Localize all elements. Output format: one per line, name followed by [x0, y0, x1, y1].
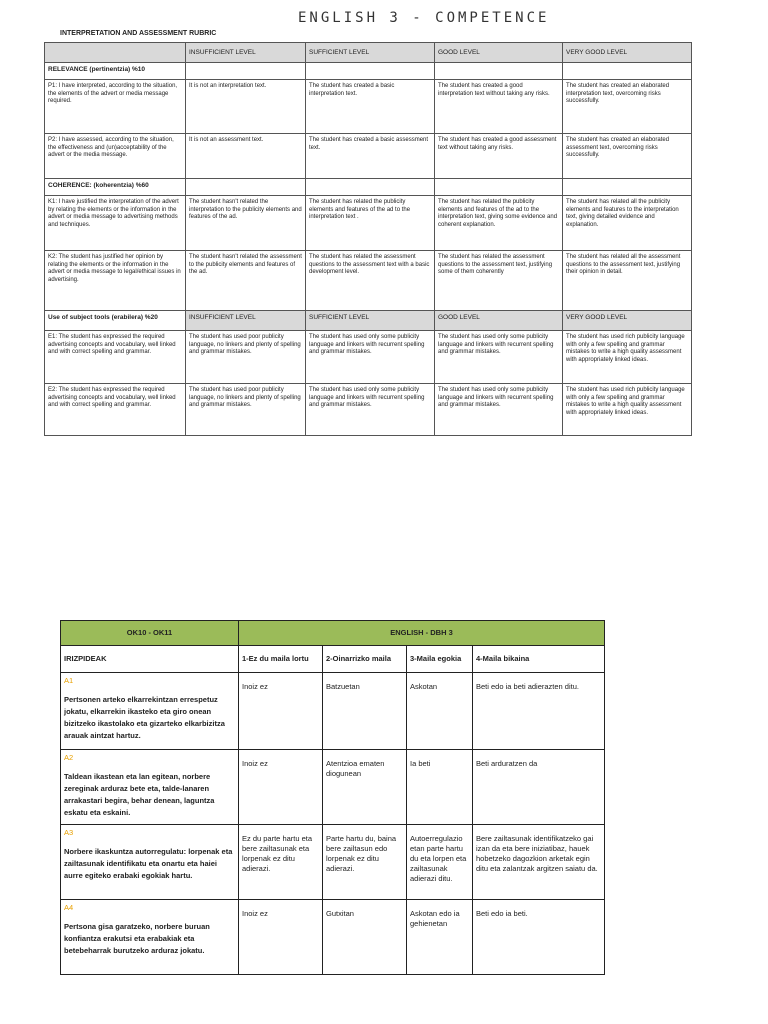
criterion-p2: P2: I have assessed, according to the situation, the effectiveness and (un)acceptability of the advert or the media message.: [45, 134, 186, 179]
cell-a1-2: Batzuetan: [323, 673, 407, 750]
criterion-p1: P1: I have interpreted, according to the situation, the elements of the advert or media message required.: [45, 80, 186, 134]
tools-level-very-good: VERY GOOD LEVEL: [563, 311, 692, 331]
cell-a4-1: Inoiz ez: [239, 900, 323, 975]
criterion-code: A2: [64, 753, 74, 762]
table-row: [45, 384, 692, 436]
cell-a2-4: Beti arduratzen da: [473, 750, 605, 825]
section-relevance-row: [45, 63, 692, 80]
section-coherence-row: [45, 179, 692, 196]
cell-p1-very-good: The student has created an elaborated interpretation text, overcoming risks successfully.: [563, 80, 692, 134]
table-row: [45, 196, 692, 251]
level-good: GOOD LEVEL: [435, 43, 563, 63]
cell-e2-insufficient: The student has used poor publicity language, no linkers and plenty of spelling and grammar mistakes.: [186, 384, 306, 436]
criterion-text: Pertsonen arteko elkarrekintzan errespetuz jokatu, elkarrekin ikasteko eta giro onean bizitzeko ikastolako eta gizarteko elkarbizitza arauak aintzat hartuz.: [64, 695, 225, 740]
criterion-a4: [61, 900, 239, 975]
cell-e1-insufficient: The student has used poor publicity language, no linkers and plenty of spelling and grammar mistakes.: [186, 331, 306, 384]
cell-a4-3: Askotan edo ia gehienetan: [407, 900, 473, 975]
basque-criteria-table: [60, 620, 605, 975]
section-relevance: RELEVANCE (pertinentzia) %10: [45, 63, 186, 80]
cell-a3-1: Ez du parte hartu eta bere zailtasunak eta lorpenak ez ditu adierazi.: [239, 825, 323, 900]
handwritten-title: ENGLISH 3 - COMPETENCE: [298, 10, 550, 26]
basque-level-3: 3-Maila egokia: [407, 646, 473, 673]
criterion-code: A1: [64, 676, 74, 685]
cell-k2-very-good: The student has related all the assessment questions to the assessment text, justifying their opinion in detail.: [563, 251, 692, 311]
criterion-e2: E2: The student has expressed the required advertising concepts and vocabulary, well linked and with correct spelling and grammar.: [45, 384, 186, 436]
cell-e2-good: The student has used only some publicity language and linkers with recurrent spelling and grammar mistakes.: [435, 384, 563, 436]
cell-a2-3: Ia beti: [407, 750, 473, 825]
cell-p2-very-good: The student has created an elaborated assessment text, overcoming risks successfully.: [563, 134, 692, 179]
cell-k2-sufficient: The student has related the assessment questions to the assessment text with a basic development level.: [306, 251, 435, 311]
cell-a2-2: Atentzioa ematen diogunean: [323, 750, 407, 825]
criterion-e1: E1: The student has expressed the required advertising concepts and vocabulary, well linked and with correct spelling and grammar.: [45, 331, 186, 384]
cell-k1-sufficient: The student has related the publicity elements and features of the ad to the interpretation text .: [306, 196, 435, 251]
basque-header-right: ENGLISH - DBH 3: [239, 621, 605, 646]
cell-a2-1: Inoiz ez: [239, 750, 323, 825]
cell-a1-3: Askotan: [407, 673, 473, 750]
cell-p2-sufficient: The student has created a basic assessment text.: [306, 134, 435, 179]
assessment-rubric-table: [44, 42, 692, 436]
rubric-header-row: [45, 43, 692, 63]
criteria-label: IRIZPIDEAK: [61, 646, 239, 673]
level-sufficient: SUFFICIENT LEVEL: [306, 43, 435, 63]
cell-k1-good: The student has related the publicity elements and features of the ad to the interpretation text, giving some evidence and coherent explanation.: [435, 196, 563, 251]
table-row: [45, 331, 692, 384]
cell-k1-very-good: The student has related all the publicity elements and features to the interpretation text, giving detailed evidence and explanation.: [563, 196, 692, 251]
criterion-code: A4: [64, 903, 74, 912]
cell-e2-very-good: The student has used rich publicity language with only a few spelling and grammar mistakes to write a high quality assessment with appropriately linked ideas.: [563, 384, 692, 436]
table-row: [61, 750, 605, 825]
criterion-code: A3: [64, 828, 74, 837]
table-row: [45, 134, 692, 179]
criterion-a1: [61, 673, 239, 750]
criterion-a2: [61, 750, 239, 825]
rubric-header-blank: [45, 43, 186, 63]
basque-header-row: [61, 621, 605, 646]
table-row: [45, 251, 692, 311]
table-row: [61, 900, 605, 975]
table-row: [45, 80, 692, 134]
basque-level-4: 4-Maila bikaina: [473, 646, 605, 673]
cell-e1-sufficient: The student has used only some publicity language and linkers with recurrent spelling and grammar mistakes.: [306, 331, 435, 384]
criterion-a3: [61, 825, 239, 900]
tools-level-good: GOOD LEVEL: [435, 311, 563, 331]
cell-p1-sufficient: The student has created a basic interpretation text.: [306, 80, 435, 134]
cell-a3-2: Parte hartu du, baina bere zailtasun edo lorpenak ez ditu adierazi.: [323, 825, 407, 900]
cell-a1-4: Beti edo ia beti adierazten ditu.: [473, 673, 605, 750]
cell-p2-insufficient: It is not an assessment text.: [186, 134, 306, 179]
cell-e1-good: The student has used only some publicity language and linkers with recurrent spelling and grammar mistakes.: [435, 331, 563, 384]
section-tools-row: [45, 311, 692, 331]
cell-a3-4: Bere zailtasunak identifikatzeko gai izan da eta bere iniziatibaz, hauek hobetzeko dagozkion arketak egin ditu eta zalantzak argitzen saiatu da.: [473, 825, 605, 900]
criterion-text: Taldean ikastean eta lan egitean, norbere zereginak arduraz bete eta, talde-lanaren arrakastari begira, behar denean, laguntza eskatu eta eskaini.: [64, 772, 215, 817]
criterion-k2: K2: The student has justified her opinion by relating the elements or the information in the advert or media message to legal/ethical issues in advertising.: [45, 251, 186, 311]
section-coherence: COHERENCE: (koherentzia) %60: [45, 179, 186, 196]
basque-level-1: 1-Ez du maila lortu: [239, 646, 323, 673]
tools-level-sufficient: SUFFICIENT LEVEL: [306, 311, 435, 331]
table-row: [61, 825, 605, 900]
cell-p2-good: The student has created a good assessment text without taking any risks.: [435, 134, 563, 179]
cell-p1-insufficient: It is not an interpretation text.: [186, 80, 306, 134]
cell-a3-3: Autoerregulazio etan parte hartu du eta lorpen eta zailtasunak adierazi ditu.: [407, 825, 473, 900]
cell-e2-sufficient: The student has used only some publicity language and linkers with recurrent spelling and grammar mistakes.: [306, 384, 435, 436]
basque-level-2: 2-Oinarrizko maila: [323, 646, 407, 673]
table-row: [61, 673, 605, 750]
cell-a1-1: Inoiz ez: [239, 673, 323, 750]
section-tools: Use of subject tools (erabilera) %20: [45, 311, 186, 331]
cell-e1-very-good: The student has used rich publicity language with only a few spelling and grammar mistakes to write a high quality assessment with appropriately linked ideas.: [563, 331, 692, 384]
criterion-text: Norbere ikaskuntza autorregulatu: lorpenak eta zailtasunak identifikatu eta onartu eta haiei aurre egiteko erabaki egokiak hartu.: [64, 847, 233, 880]
level-very-good: VERY GOOD LEVEL: [563, 43, 692, 63]
cell-k2-insufficient: The student hasn't related the assessment to the publicity elements and features of the ad.: [186, 251, 306, 311]
tools-level-insufficient: INSUFFICIENT LEVEL: [186, 311, 306, 331]
basque-columns-row: [61, 646, 605, 673]
cell-a4-2: Gutxitan: [323, 900, 407, 975]
criterion-k1: K1: I have justified the interpretation of the advert by relating the elements or the information in the advert or media message to advertising methods and techniques.: [45, 196, 186, 251]
cell-k2-good: The student has related the assessment questions to the assessment text, justifying some of them coherently: [435, 251, 563, 311]
rubric-title: INTERPRETATION AND ASSESSMENT RUBRIC: [60, 30, 217, 37]
cell-k1-insufficient: The student hasn't related the interpretation to the publicity elements and features of the ad.: [186, 196, 306, 251]
basque-header-left: OK10 - OK11: [61, 621, 239, 646]
cell-p1-good: The student has created a good interpretation text without taking any risks.: [435, 80, 563, 134]
cell-a4-4: Beti edo ia beti.: [473, 900, 605, 975]
level-insufficient: INSUFFICIENT LEVEL: [186, 43, 306, 63]
criterion-text: Pertsona gisa garatzeko, norbere buruan konfiantza erakutsi eta erabakiak eta betebeharrak burutzeko arduraz jokatu.: [64, 922, 210, 955]
